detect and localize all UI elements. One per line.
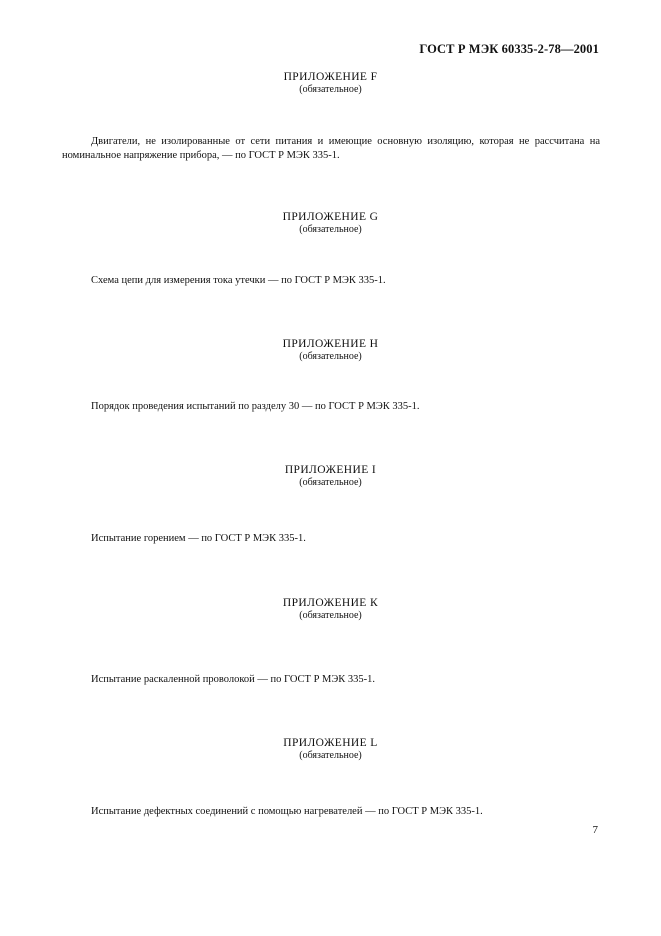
appendix-subtitle: (обязательное) [299, 610, 362, 621]
appendix-title: ПРИЛОЖЕНИЕ К [282, 597, 379, 609]
document-header: ГОСТ Р МЭК 60335-2-78—2001 [419, 42, 599, 56]
appendix-i-heading [0, 463, 661, 489]
appendix-title: ПРИЛОЖЕНИЕ Н [282, 338, 379, 350]
appendix-l-text: Испытание дефектных соединений с помощью нагревателей — по ГОСТ Р МЭК 335-1. [91, 806, 483, 817]
appendix-i-text: Испытание горением — по ГОСТ Р МЭК 335-1. [91, 533, 306, 544]
appendix-subtitle: (обязательное) [299, 351, 362, 362]
appendix-title: ПРИЛОЖЕНИЕ G [282, 211, 379, 223]
appendix-title: ПРИЛОЖЕНИЕ F [283, 71, 378, 83]
appendix-l-heading [0, 736, 661, 762]
appendix-f-heading [0, 70, 661, 96]
appendix-g-text: Схема цепи для измерения тока утечки — по ГОСТ Р МЭК 335-1. [91, 275, 386, 286]
appendix-subtitle: (обязательное) [299, 84, 362, 95]
appendix-subtitle: (обязательное) [299, 477, 362, 488]
appendix-h-text: Порядок проведения испытаний по разделу 30 — по ГОСТ Р МЭК 335-1. [91, 401, 420, 412]
appendix-f-text: Двигатели, не изолированные от сети питания и имеющие основную изоляцию, которая не рассчитана на номинальное напряжение прибора, — по ГОСТ Р МЭК 335-1. [62, 136, 600, 161]
appendix-k-heading [0, 596, 661, 622]
appendix-subtitle: (обязательное) [299, 750, 362, 761]
appendix-subtitle: (обязательное) [299, 224, 362, 235]
appendix-title: ПРИЛОЖЕНИЕ L [283, 737, 378, 749]
appendix-h-heading [0, 337, 661, 363]
appendix-k-text: Испытание раскаленной проволокой — по ГОСТ Р МЭК 335-1. [91, 674, 376, 685]
page-number: 7 [592, 824, 598, 836]
appendix-g-heading [0, 210, 661, 236]
appendix-title: ПРИЛОЖЕНИЕ I [284, 464, 377, 476]
